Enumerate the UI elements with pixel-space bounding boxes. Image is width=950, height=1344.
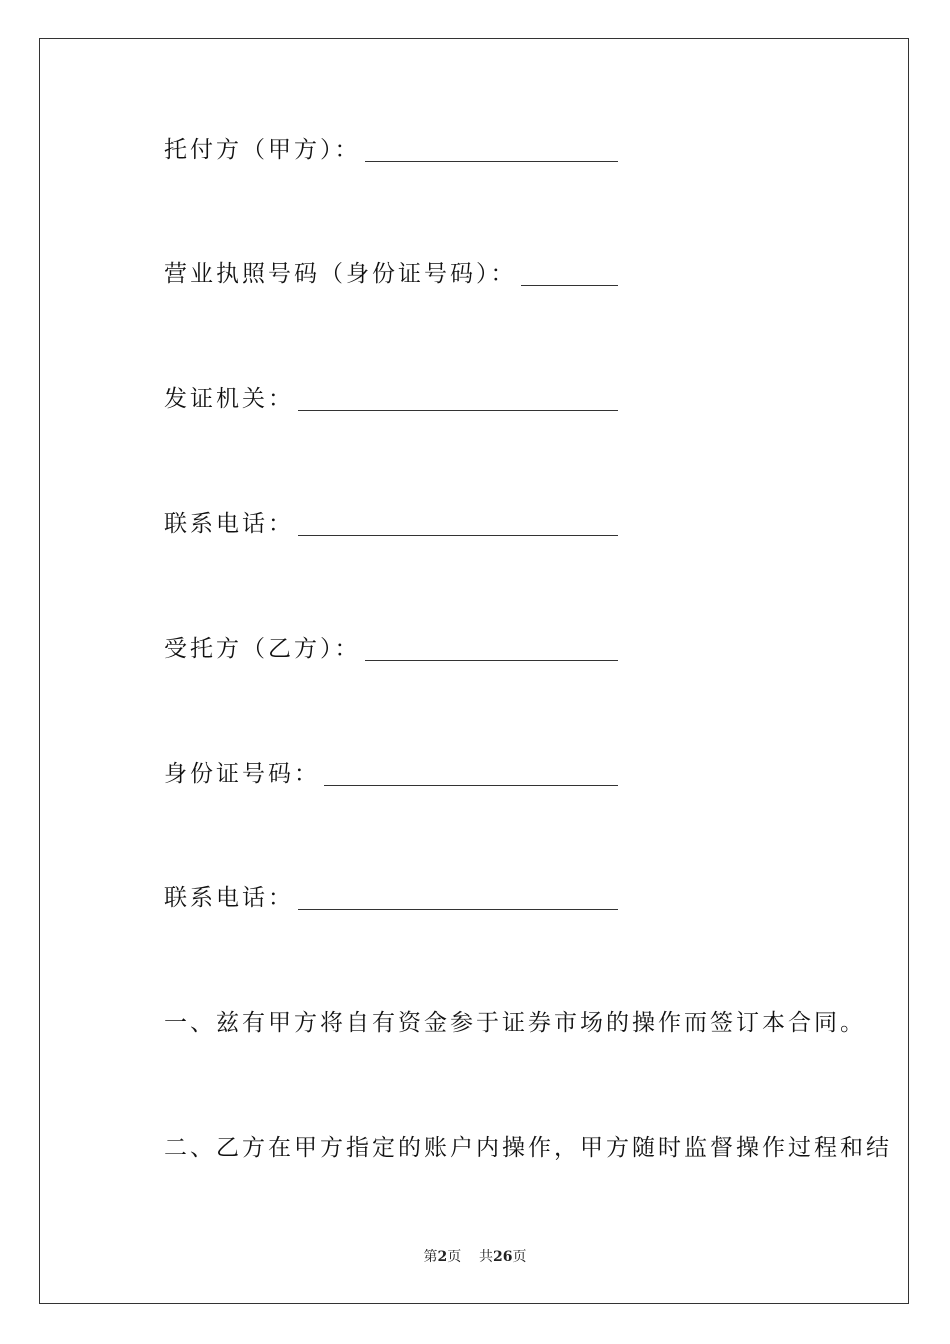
blank-line — [521, 263, 619, 286]
page-prefix: 第 — [423, 1249, 438, 1265]
field-label: 身份证号码： — [164, 761, 320, 787]
blank-line — [298, 513, 618, 536]
field-label: 受托方（乙方）： — [164, 636, 361, 662]
field-entrusting-party — [164, 135, 618, 165]
total-pages: 26 — [493, 1249, 513, 1265]
field-label: 托付方（甲方）： — [164, 137, 361, 163]
total-suffix: 页 — [512, 1249, 527, 1265]
blank-line — [298, 388, 618, 411]
field-issuing-authority — [164, 384, 618, 414]
page-border — [39, 38, 909, 1304]
page-number: 2 — [437, 1249, 448, 1265]
clause-two: 二、乙方在甲方指定的账户内操作，甲方随时监督操作过程和结 — [164, 1135, 892, 1161]
field-label: 联系电话： — [164, 885, 294, 911]
blank-line — [365, 638, 619, 661]
total-prefix: 共 — [479, 1249, 494, 1265]
field-entrusted-party — [164, 634, 618, 664]
field-license-number — [164, 259, 618, 289]
field-label: 营业执照号码（身份证号码）： — [164, 261, 517, 287]
field-party-a-phone — [164, 509, 618, 539]
blank-line — [298, 887, 618, 910]
field-label: 发证机关： — [164, 386, 294, 412]
field-id-number — [164, 759, 618, 789]
blank-line — [324, 763, 618, 786]
page-footer — [0, 1246, 950, 1266]
clause-one: 一、兹有甲方将自有资金参于证券市场的操作而签订本合同。 — [164, 1010, 866, 1036]
field-party-b-phone — [164, 883, 618, 913]
page-suffix: 页 — [447, 1249, 462, 1265]
blank-line — [365, 139, 619, 162]
field-label: 联系电话： — [164, 511, 294, 537]
